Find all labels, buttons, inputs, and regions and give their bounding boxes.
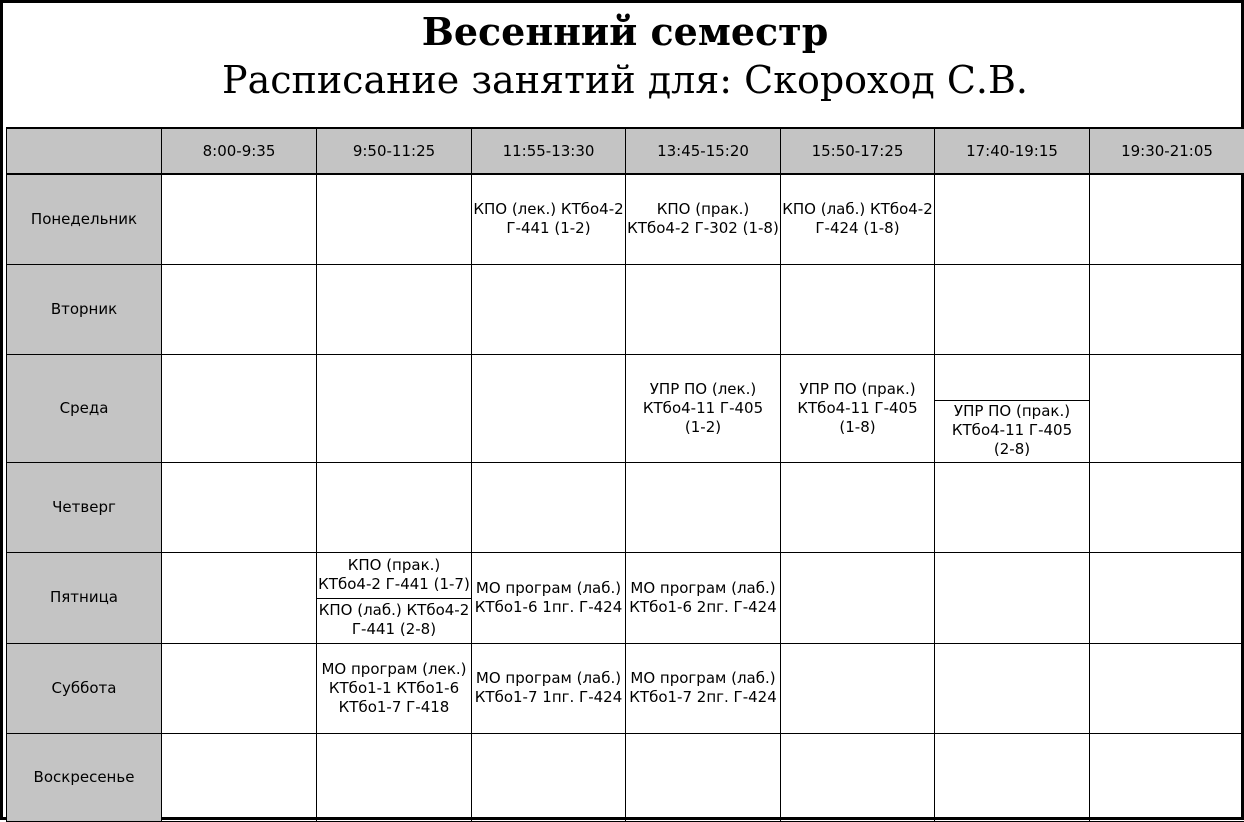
empty-cell [317,733,472,821]
empty-cell [1090,264,1244,354]
empty-cell [162,643,317,733]
empty-cell [781,462,935,552]
empty-cell [162,733,317,821]
empty-cell [1090,174,1244,264]
empty-cell [162,552,317,643]
lesson-cell: УПР ПО (лек.) КТбо4-11 Г-405 (1-2) [626,354,781,462]
empty-cell [935,643,1090,733]
empty-cell [1090,552,1244,643]
time-slot-7: 19:30-21:05 [1090,128,1244,174]
split-cell-container [317,553,471,643]
day-row-sunday [7,733,1244,821]
split-cell-container [935,355,1089,462]
lesson-cell: МО програм (лаб.) КТбо1-7 1пг. Г-424 [472,643,626,733]
day-row-thursday [7,462,1244,552]
empty-cell [472,462,626,552]
empty-cell [162,174,317,264]
empty-subcell [935,355,1089,401]
day-row-wednesday [7,354,1244,462]
empty-cell [626,462,781,552]
schedule-subtitle: Расписание занятий для: Скороход С.В. [6,58,1244,102]
lesson-subcell: УПР ПО (прак.) КТбо4-11 Г-405 (2-8) [935,400,1089,462]
empty-cell [317,264,472,354]
lesson-subcell: КПО (лаб.) КТбо4-2 Г-441 (2-8) [317,598,471,643]
time-slot-2: 9:50-11:25 [317,128,472,174]
semester-title: Весенний семестр [6,10,1244,54]
empty-cell [935,174,1090,264]
day-row-saturday [7,643,1244,733]
empty-cell [1090,354,1244,462]
day-label-saturday: Суббота [7,643,162,733]
time-slot-6: 17:40-19:15 [935,128,1090,174]
header-corner [7,128,162,174]
empty-cell [781,643,935,733]
empty-cell [781,552,935,643]
empty-cell [626,733,781,821]
lesson-subcell: КПО (прак.) КТбо4-2 Г-441 (1-7) [317,553,471,599]
empty-cell [162,264,317,354]
empty-cell [472,354,626,462]
empty-cell [1090,643,1244,733]
lesson-cell: МО програм (лаб.) КТбо1-6 1пг. Г-424 [472,552,626,643]
empty-cell [317,354,472,462]
empty-cell [472,733,626,821]
day-row-tuesday [7,264,1244,354]
empty-cell [317,462,472,552]
time-header-row [7,128,1244,174]
empty-cell [781,264,935,354]
time-slot-4: 13:45-15:20 [626,128,781,174]
lesson-cell: УПР ПО (прак.) КТбо4-11 Г-405 (1-8) [781,354,935,462]
empty-cell [1090,462,1244,552]
day-label-thursday: Четверг [7,462,162,552]
empty-cell [1090,733,1244,821]
day-row-monday [7,174,1244,264]
empty-cell [935,462,1090,552]
lesson-cell: КПО (лаб.) КТбо4-2 Г-424 (1-8) [781,174,935,264]
empty-cell [162,354,317,462]
split-cell [935,354,1090,462]
lesson-cell: КПО (лек.) КТбо4-2 Г-441 (1-2) [472,174,626,264]
lesson-cell: МО програм (лаб.) КТбо1-6 2пг. Г-424 [626,552,781,643]
day-label-monday: Понедельник [7,174,162,264]
day-label-sunday: Воскресенье [7,733,162,821]
split-cell [317,552,472,643]
time-slot-1: 8:00-9:35 [162,128,317,174]
lesson-cell: КПО (прак.) КТбо4-2 Г-302 (1-8) [626,174,781,264]
title-area [6,6,1244,127]
time-slot-3: 11:55-13:30 [472,128,626,174]
time-slot-5: 15:50-17:25 [781,128,935,174]
empty-cell [935,552,1090,643]
day-label-friday: Пятница [7,552,162,643]
day-label-wednesday: Среда [7,354,162,462]
empty-cell [317,174,472,264]
lesson-cell: МО програм (лек.) КТбо1-1 КТбо1-6 КТбо1-7 Г-418 [317,643,472,733]
empty-cell [935,733,1090,821]
day-label-tuesday: Вторник [7,264,162,354]
schedule-table [6,127,1244,822]
empty-cell [781,733,935,821]
lesson-cell: МО програм (лаб.) КТбо1-7 2пг. Г-424 [626,643,781,733]
empty-cell [162,462,317,552]
empty-cell [626,264,781,354]
empty-cell [472,264,626,354]
day-row-friday [7,552,1244,643]
empty-cell [935,264,1090,354]
